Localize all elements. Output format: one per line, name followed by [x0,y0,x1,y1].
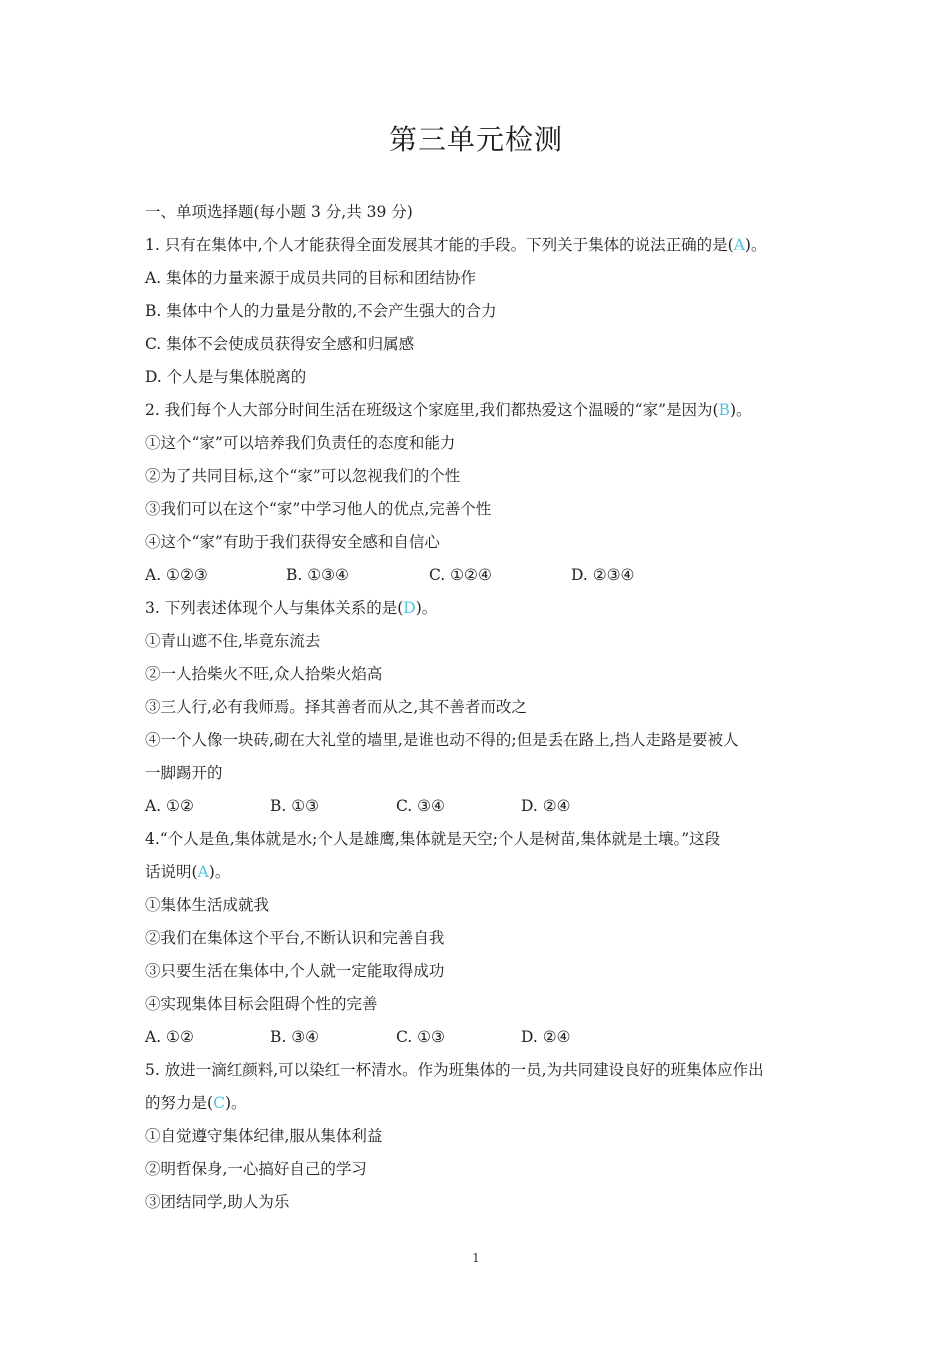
question-2-option-d: D. ②③④ [571,566,635,584]
stem-text: )。 [224,1094,247,1112]
question-3-options [145,790,825,823]
stem-text: 2. 我们每个人大部分时间生活在班级这个家庭里,我们都热爱这个温暖的“家”是因为( [145,401,719,419]
stem-text: 的努力是( [145,1094,214,1112]
question-4-options [145,1021,825,1054]
question-3-statement-cont: 一脚踢开的 [145,764,223,782]
section-heading: 一、单项选择题(每小题 3 分,共 39 分) [145,203,413,221]
question-3-statement: ②一人拾柴火不旺,众人拾柴火焰高 [145,665,383,683]
question-2-option-c: C. ①②④ [429,566,492,584]
question-2-option-b: B. ①③④ [286,566,349,584]
stem-text: 话说明( [145,863,198,881]
question-4-statement: ①集体生活成就我 [145,896,270,914]
stem-text: 1. 只有在集体中,个人才能获得全面发展其才能的手段。下列关于集体的说法正确的是( [145,236,734,254]
question-2-statement: ②为了共同目标,这个“家”可以忽视我们的个性 [145,467,461,485]
stem-text: )。 [729,401,752,419]
question-5-statement: ②明哲保身,一心搞好自己的学习 [145,1160,367,1178]
question-3-statement: ④一个人像一块砖,砌在大礼堂的墙里,是谁也动不得的;但是丢在路上,挡人走路是要被人 [145,731,739,749]
question-2-option-a: A. ①②③ [145,566,208,584]
question-4-statement: ④实现集体目标会阻碍个性的完善 [145,995,378,1013]
question-2-stem [145,394,825,427]
answer-letter: D [403,599,416,617]
question-1-option-b: B. 集体中个人的力量是分散的,不会产生强大的合力 [145,302,497,320]
question-4-stem: 4.“个人是鱼,集体就是水;个人是雄鹰,集体就是天空;个人是树苗,集体就是土壤。”这段 [145,830,721,848]
question-3-stem [145,592,825,625]
question-2-options [145,559,825,592]
question-3-statement: ③三人行,必有我师焉。择其善者而从之,其不善者而改之 [145,698,527,716]
question-2-statement: ①这个“家”可以培养我们负责任的态度和能力 [145,434,456,452]
question-3-statement: ①青山遮不住,毕竟东流去 [145,632,321,650]
question-5-statement: ③团结同学,助人为乐 [145,1193,290,1211]
question-4-option-d: D. ②④ [521,1028,571,1046]
answer-letter: B [718,401,730,419]
question-1-option-c: C. 集体不会使成员获得安全感和归属感 [145,335,415,353]
question-2-statement: ④这个“家”有助于我们获得安全感和自信心 [145,533,440,551]
question-3-option-b: B. ①③ [270,797,320,815]
answer-letter: C [213,1094,225,1112]
question-5-statement: ①自觉遵守集体纪律,服从集体利益 [145,1127,383,1145]
question-5-stem-cont [145,1087,825,1120]
question-4-statement: ②我们在集体这个平台,不断认识和完善自我 [145,929,445,947]
question-4-option-c: C. ①③ [396,1028,445,1046]
answer-letter: A [733,236,745,254]
question-4-option-a: A. ①② [145,1028,194,1046]
stem-text: )。 [744,236,767,254]
answer-letter: A [197,863,209,881]
question-4-statement: ③只要生活在集体中,个人就一定能取得成功 [145,962,445,980]
stem-text: )。 [208,863,231,881]
question-4-stem-cont [145,856,825,889]
exam-content [145,196,825,1219]
question-1-option-a: A. 集体的力量来源于成员共同的目标和团结协作 [145,269,477,287]
question-3-option-d: D. ②④ [521,797,571,815]
question-1-option-d: D. 个人是与集体脱离的 [145,368,307,386]
stem-text: 3. 下列表述体现个人与集体关系的是( [145,599,404,617]
question-3-option-c: C. ③④ [396,797,445,815]
question-5-stem: 5. 放进一滴红颜料,可以染红一杯清水。作为班集体的一员,为共同建设良好的班集体应作出 [145,1061,764,1079]
page-number: 1 [472,1251,480,1265]
question-2-statement: ③我们可以在这个“家”中学习他人的优点,完善个性 [145,500,492,518]
stem-text: )。 [415,599,438,617]
page-title: 第三单元检测 [388,123,563,156]
question-4-option-b: B. ③④ [270,1028,320,1046]
question-1-stem [145,229,825,262]
question-3-option-a: A. ①② [145,797,194,815]
